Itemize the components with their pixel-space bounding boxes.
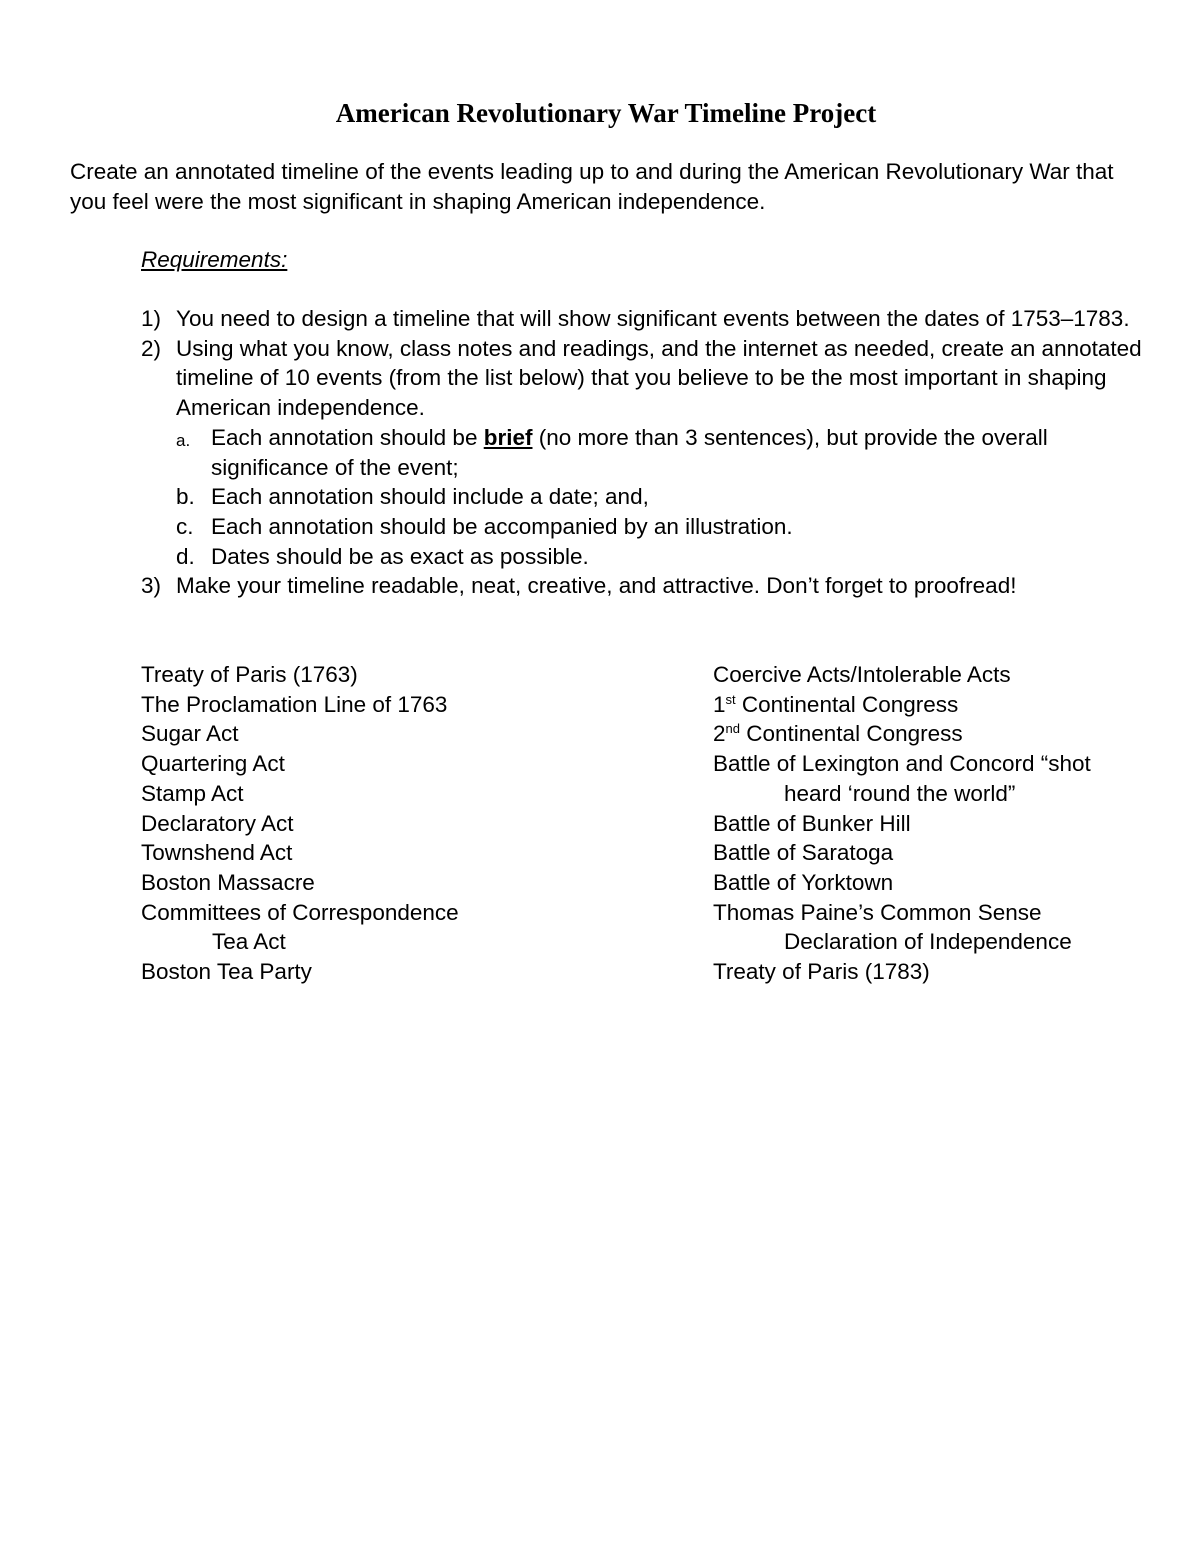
- ordinal-number: 2: [713, 721, 726, 747]
- ordinal-suffix: nd: [725, 721, 740, 737]
- event-item: Battle of Saratoga: [713, 840, 894, 866]
- event-list-left: [141, 660, 681, 987]
- sub-requirement-text: Dates should be as exact as possible.: [211, 543, 589, 569]
- event-item: Battle of Yorktown: [713, 869, 894, 895]
- event-item: Declaratory Act: [141, 810, 294, 836]
- sub-requirement-text: Each annotation should be accompanied by an illustration.: [211, 513, 793, 539]
- event-item-continuation: heard ‘round the world”: [784, 780, 1016, 806]
- event-item: Thomas Paine’s Common Sense: [713, 899, 1042, 925]
- requirement-number: 3): [141, 573, 162, 599]
- requirement-text: You need to design a timeline that will show significant events between the dates of 1753–1783.: [176, 306, 1130, 331]
- sub-requirement-text: Each annotation should include a date; and,: [211, 484, 649, 510]
- event-item: Coercive Acts/Intolerable Acts: [713, 662, 1011, 687]
- event-item: Quartering Act: [141, 751, 285, 777]
- requirement-text: Using what you know, class notes and readings, and the internet as needed, create an annotated timeline of 10 events (from the list below) that you believe to be the most important in shaping American independence.: [176, 335, 1142, 421]
- requirement-item: [141, 571, 1151, 601]
- requirement-sublist: [176, 423, 1151, 572]
- event-item: Battle of Bunker Hill: [713, 810, 911, 836]
- page-title: American Revolutionary War Timeline Project: [335, 98, 877, 128]
- event-item-text: Battle of Lexington and Concord “shot: [713, 751, 1091, 777]
- ordinal-suffix: st: [725, 691, 736, 707]
- requirement-number: 1): [141, 306, 162, 331]
- event-item: Committees of Correspondence: [141, 899, 459, 925]
- event-item: Treaty of Paris (1783): [713, 959, 930, 985]
- event-item: The Proclamation Line of 1763: [141, 691, 448, 717]
- event-item: Declaration of Independence: [784, 929, 1072, 955]
- requirement-item: [141, 304, 1151, 334]
- event-item: [713, 690, 1153, 720]
- event-item: Boston Massacre: [141, 869, 315, 895]
- requirement-number: 2): [141, 335, 162, 361]
- sub-requirement-item: [176, 423, 1151, 482]
- sub-requirement-letter: d.: [176, 543, 195, 569]
- emphasis-brief: brief: [483, 424, 533, 450]
- sub-requirement-item: [176, 512, 1151, 542]
- event-item: Treaty of Paris (1763): [141, 662, 358, 687]
- sub-requirement-item: [176, 482, 1151, 512]
- intro-paragraph: Create an annotated timeline of the events leading up to and during the American Revolutionary War that you feel were the most significant in shaping American independence.: [70, 159, 1114, 214]
- event-item: Boston Tea Party: [141, 959, 312, 985]
- requirements-heading: Requirements:: [141, 247, 288, 272]
- event-item: [713, 719, 1153, 749]
- sub-requirement-item: [176, 542, 1151, 572]
- sub-requirement-text: (no more than 3 sentences), but provide the overall significance of the event;: [211, 424, 1048, 480]
- requirement-item: [141, 334, 1151, 572]
- sub-requirement-letter: a.: [176, 430, 191, 450]
- event-item-text: Continental Congress: [735, 691, 959, 717]
- requirements-list: [141, 304, 1151, 601]
- sub-requirement-text: Each annotation should be: [211, 424, 484, 450]
- event-item: Tea Act: [212, 929, 286, 955]
- event-item: [713, 749, 1153, 808]
- event-item: Sugar Act: [141, 721, 239, 747]
- event-item: Stamp Act: [141, 780, 244, 806]
- sub-requirement-letter: c.: [176, 513, 194, 539]
- event-list-right: [713, 660, 1153, 987]
- sub-requirement-letter: b.: [176, 484, 195, 510]
- ordinal-number: 1: [713, 691, 726, 717]
- requirement-text: Make your timeline readable, neat, creative, and attractive. Don’t forget to proofread!: [176, 573, 1017, 599]
- event-item-text: Continental Congress: [739, 721, 963, 747]
- event-item: Townshend Act: [141, 840, 293, 866]
